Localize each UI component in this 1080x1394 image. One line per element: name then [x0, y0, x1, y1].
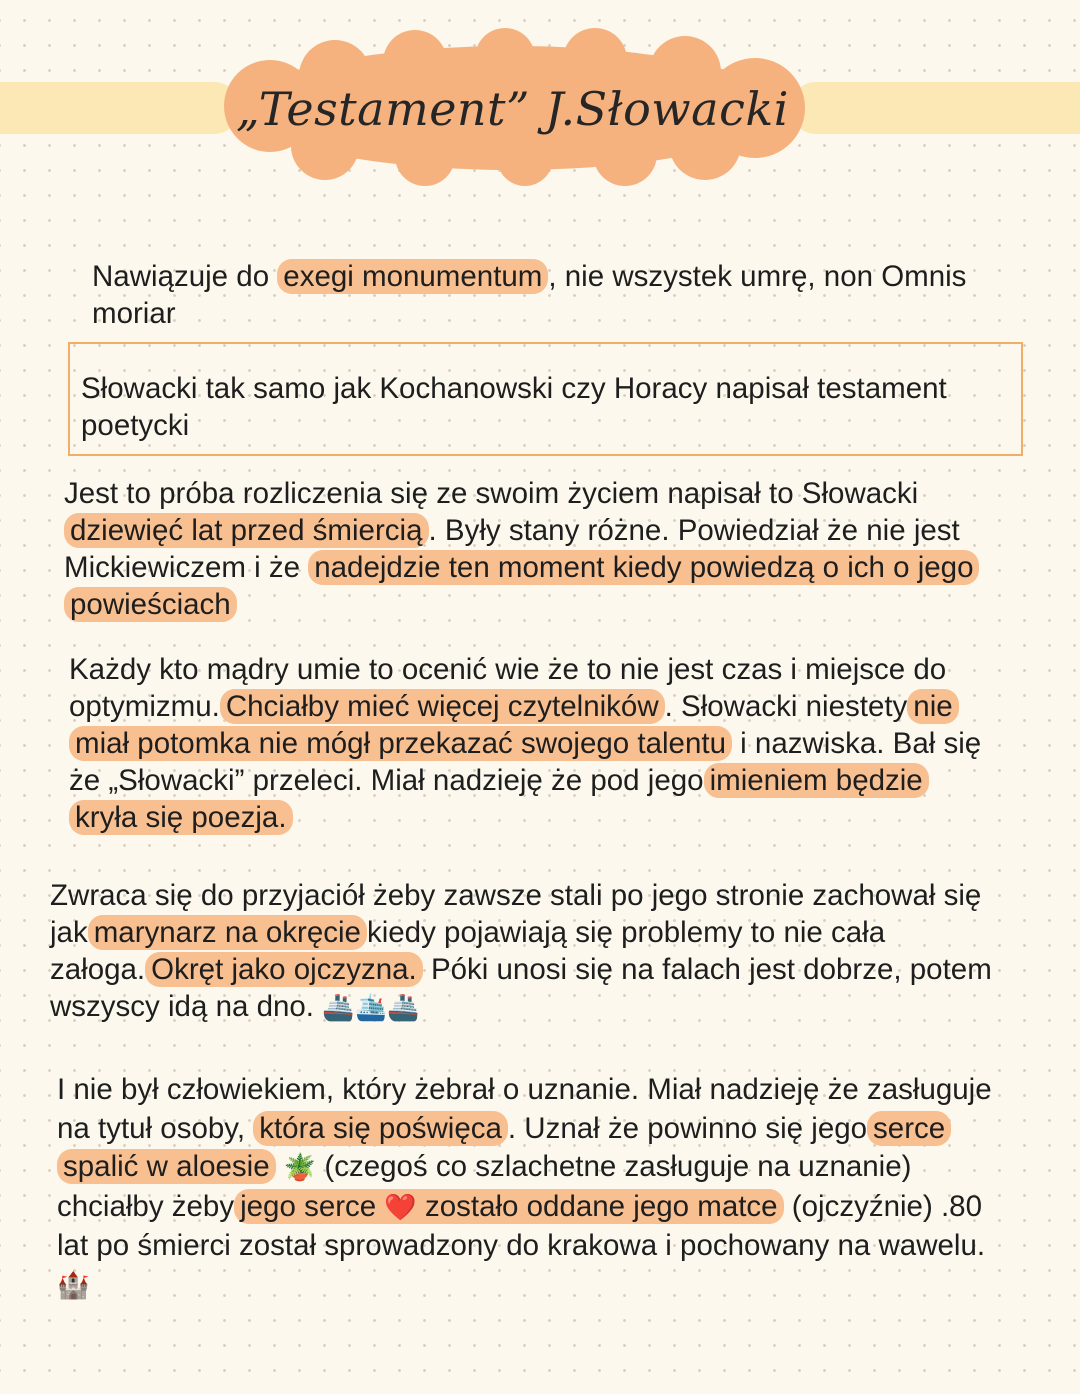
castle-icon: 🏰: [57, 1270, 90, 1301]
text: , nie wszystek umrę, non Omnis moriar: [92, 260, 967, 330]
text: Zwraca się do przyjaciół żeby zawsze stali po jego stronie zachował się jak: [50, 879, 982, 949]
paragraph-okret: [50, 877, 1000, 1027]
text: . Były stany różne. Powiedział że nie jest Mickiewiczem i że: [64, 514, 960, 584]
heart-icon: ❤️: [384, 1192, 417, 1223]
text: (ojczyźnie) .80 lat po śmierci został sprowadzony do krakowa i pochowany na wawelu.: [57, 1189, 986, 1262]
highlight-exegi-monumentum: exegi monumentum: [277, 259, 548, 294]
text: Jest to próba rozliczenia się ze swoim życiem napisał to Słowacki: [64, 477, 919, 510]
text: i nazwiska. Bał się że „Słowacki” przeleci. Miał nadzieję że pod jego: [69, 727, 982, 797]
text: Póki unosi się na falach jest dobrze, potem wszyscy idą na dno.: [50, 953, 992, 1023]
highlight-serce-matce: [234, 1189, 784, 1224]
highlight-poswieca: która się poświęca: [253, 1111, 508, 1146]
highlight-potomek: nie miał potomka nie mógł przekazać swojego talentu: [69, 689, 959, 761]
text: I nie był człowiekiem, który żebrał o uznanie. Miał nadzieję że zasługuje na tytuł osoby,: [57, 1073, 992, 1145]
highlight-poezja: imieniem będzie kryła się poezja.: [69, 763, 929, 835]
highlight-serce-aloes: serce spalić w aloesie: [57, 1111, 951, 1185]
highlight-okret-ojczyzna: Okręt jako ojczyzna.: [145, 952, 423, 987]
text: (czegoś co szlachetne zasługuje na uznanie) chciałby żeby: [57, 1150, 912, 1223]
paragraph-rozliczenie: [64, 475, 1039, 623]
highlight-marynarz: marynarz na okręcie: [88, 915, 367, 950]
highlight-czytelnikow: Chciałby mieć więcej czytelników: [220, 689, 665, 724]
title-cloud: [215, 28, 810, 188]
text: kiedy pojawiają się problemy to nie cała załoga.: [50, 916, 886, 986]
text: Nawiązuje do: [92, 260, 278, 293]
plant-icon: 🪴: [283, 1153, 317, 1183]
header-band-left: [0, 82, 240, 134]
text: jego serce: [240, 1189, 385, 1223]
highlight-nadejdzie-moment: nadejdzie ten moment kiedy powiedzą o ich o jego powieściach: [64, 550, 979, 622]
paragraph-exegi: [92, 258, 1022, 332]
text: Każdy kto mądry umie to ocenić wie że to nie jest czas i miejsce do optymizmu.: [69, 653, 947, 723]
ships-icon: 🚢🛳️🚢: [322, 993, 420, 1023]
text: Słowacki tak samo jak Kochanowski czy Horacy napisał testament poetycki: [81, 372, 947, 442]
header-band-right: [790, 82, 1080, 134]
paragraph-serce: [57, 1071, 992, 1305]
paragraph-optymizm: [69, 651, 989, 836]
highlight-dziewiec-lat: dziewięć lat przed śmiercią: [64, 513, 429, 548]
text: . Słowacki niestety: [664, 690, 908, 723]
page-title: „Testament” J.Słowacki: [236, 82, 789, 136]
paragraph-testament-poetycki: [81, 370, 1016, 444]
text: . Uznał że powinno się jego: [507, 1111, 868, 1145]
text: zostało oddane jego matce: [416, 1189, 778, 1223]
